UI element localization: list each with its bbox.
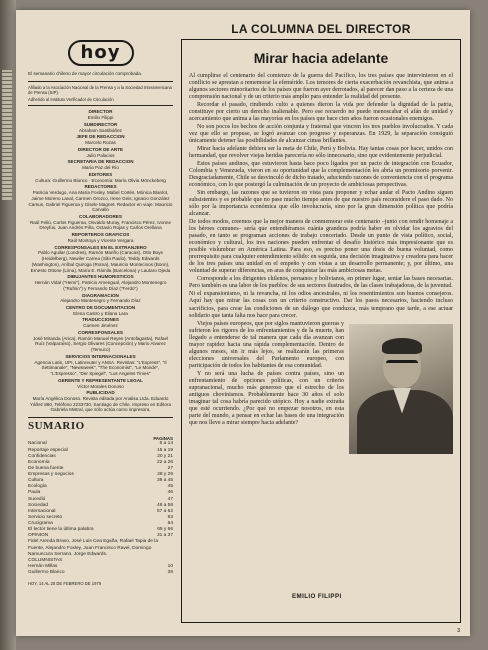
article-headline: Mirar hacia adelante xyxy=(253,50,389,66)
sumario-pages: 63 xyxy=(167,514,173,520)
sumario-label: Ecología xyxy=(28,484,47,490)
staff-names: Carmen Jiménez xyxy=(83,323,118,329)
masthead-column xyxy=(28,40,173,630)
sumario-pages: 28 y 29 xyxy=(157,472,173,478)
sumario-pages: 39 a 45 xyxy=(156,478,173,484)
staff-names: Cultura: Guillermo Blanco · Economía: María Olivia Mönckeberg xyxy=(35,177,166,183)
article-author: EMILIO FILIPPI xyxy=(292,593,342,600)
sumario-pages: 31 a 37 xyxy=(156,533,173,539)
article-paragraph: Viejos países europeos, que por siglos mantuvieron guerras y sufrieron los rigores de los enfrentamientos y de la muerte, han llegado a entenderse de tal manera que cada día avanzan con mayor rapidez hacia una rápida complementación. Dentro de algunos meses, sin ir más lejos, se realizarán las primeras elecciones universales del Parlamento europeo, con participación de todos los habitantes de esa comunidad. xyxy=(189,320,344,369)
sumario-label: Sociedad xyxy=(28,502,49,508)
author-photo xyxy=(349,324,453,454)
director-column xyxy=(181,22,461,628)
photo-hair xyxy=(382,338,422,354)
sumario-label: Economía xyxy=(28,459,50,465)
sumario-pages: 15 a 19 xyxy=(156,447,173,453)
staff-role: CORRESPONSALES EN EL EXTRANJERO xyxy=(54,244,147,250)
sumario-label: Guillermo Blanco xyxy=(28,570,65,576)
staff-names: Julio Palacios xyxy=(86,152,115,158)
staff-names: Marcelo Rozas xyxy=(85,140,116,146)
sumario-list xyxy=(28,441,173,576)
staff-role: SECRETARIA DE REDACCION xyxy=(67,159,134,165)
article-paragraph: Sin embargo, las razones que se tuvieron en vista para proponer y echar andar el Pacto Andino siguen subsistentes y es probable que no pase mucho tiempo antes de que nuestro país reconsidere el paso dado. No sólo por la importancia económica que ello involucraría, sino por la gran dimensión política que podría alcanzar. xyxy=(189,190,453,218)
tagline: El semanario chileno de mayor circulación comprobada. xyxy=(28,71,143,76)
staff-names: Víctor Morales Donoso xyxy=(77,383,124,389)
sumario-pages: 47 xyxy=(167,496,173,502)
staff-role: PUBLICIDAD xyxy=(86,390,115,396)
sumario-pages: 27 xyxy=(167,465,173,471)
article-paragraph: Mirar hacia adelante debiera ser la meta de Chile, Perú y Bolivia. Hay tantas cosas por hacer, unidos con hermandad, que revolver viejas heridas parecería no sólo innecesario, sino que evidentemente perjudicial. xyxy=(189,146,453,160)
sumario-pages-header: PAGINAS xyxy=(153,435,173,441)
staff-role: CORRESPONSALES xyxy=(78,329,123,335)
article-paragraph: Al cumplirse el centenario del comienzo de la guerra del Pacífico, los tres países que intervinieron en el conflicto se aprestan a rememorar la efeméride. Los temores de cierta exacerbación revanchista, que anima a algunos sectores minoritarios de los países que fueron ayer derrotados, al parecer dan paso a la certeza de una comprensión nacional y de un criterio más amplio para entender la realidad del presente. xyxy=(189,73,453,101)
sumario-pages: 46 xyxy=(167,490,173,496)
sumario-label: Crucigrama xyxy=(28,521,53,527)
article-paragraph: Corresponde a los dirigentes chilenos, peruanos y bolivianos, en primer lugar, sentar las bases necesarias. Pero también es una labor de los pueblos: de sus sectores ilustrados, de las clases trabajadoras, de la juventud. xyxy=(189,276,453,290)
article-paragraph: Estos países andinos, que estuvieron hasta hace poco ligados por un pacto de integración con Ecuador, Colombia y Venezuela, vieron en su oportunidad que la complementación les abría un promisorio porvenir. Desgraciadamente, Chile se desvinculó de dicho tratado, aduciendo razones de conveniencia con el programa económico, con lo que postergó la culminación de un proyecto de ambiciosas perspectivas. xyxy=(189,161,453,189)
sumario-pages: 20 y 21 xyxy=(157,453,173,459)
sumario-label: Paula xyxy=(28,490,41,496)
sumario-label: Reportaje especial xyxy=(28,447,68,453)
hoy-logo: hoy xyxy=(68,40,134,66)
sumario-pages: 65 y 66 xyxy=(157,527,173,533)
sumario-pages: 6 a 14 xyxy=(159,441,173,447)
staff-role: SERVICIOS INTERNACIONALES xyxy=(65,353,136,359)
sumario-label: Nacional xyxy=(28,441,47,447)
column-header: LA COLUMNA DEL DIRECTOR xyxy=(231,22,411,36)
magazine-page xyxy=(16,10,470,636)
staff-names: Abraham Santibáñez xyxy=(79,127,122,133)
sumario-pages: 64 xyxy=(167,521,173,527)
sumario-label: Internacional xyxy=(28,508,56,514)
sumario-label: Confidencias xyxy=(28,453,56,459)
sumario-label: COLUMNISTAS xyxy=(28,557,63,563)
sumario-pages: 45 xyxy=(167,484,173,490)
sumario-pages: 38 xyxy=(167,570,173,576)
staff-names: Emilio Filippi xyxy=(87,115,114,121)
sumario-item xyxy=(28,539,173,557)
article-paragraph: No son pocos los bechos de acción conjunta y fraternal que vincren los tres pueblos involucrados. Y cada vez que ello se propuse, se logró avanzar con progreso y esperanzas. En 1929, la separación consiguió únicamente detener las posibilidades de alcanzar cimas brillantes. xyxy=(189,124,453,145)
page-number: 3 xyxy=(457,628,460,634)
sumario-item xyxy=(28,570,173,576)
sumario-label: De buena fuente xyxy=(28,465,64,471)
sumario-label: Sucedió xyxy=(28,496,46,502)
staff-role: JEFE DE REDACCION xyxy=(76,134,125,140)
sumario-title: SUMARIO xyxy=(28,417,173,434)
staff-names: Patricia Verdugo, Ana María Foxley, Mabel Cortés, Mónica Blanlot, Jaime Moreno Laval, Carmen Orozco, Irene Geis, Ignacio González Camus, Gabriel Figueroa y Gisele Magnet. Redactor en viaje: Mauricio Carvallo xyxy=(28,190,173,213)
affiliation-2: Adherido al Instituto Verificador de Circulación xyxy=(28,97,114,103)
article-paragraph: Y no será una lucha de países contra países, sino un enfrentamiento de opciones políticas, con un criterio supranacional, mucho más generoso que el estrecho de los antiguos chovinismos. Probablemente hace 30 años el solo imaginar tal cosa habría parecido utópico. Hoy a nadie extraña que esté ocurriendo. ¿Por qué no empezar nosotros, en esta parte del mundo, a pensar en echar las bases de una integración que nos lleve a mirar siempre hacia adelante? xyxy=(189,370,344,426)
article-body xyxy=(189,73,453,427)
staff-names: María Paz del Río xyxy=(82,165,119,171)
article-paragraph: Ni el expansionismo, ni la revancha, ni los odios ancestrales, ni los resentimientos son buenos consejeros. Aquí hay que mirar las cosas con un criterio constructivo. Dar los pasos necesarios, haciendo incluso sacrificios, para crear las condiciones de un diálogo que conduzca, más temprano que tarde, a ese actuar solidario que tanta falta nos hace para crecer. xyxy=(189,291,453,319)
sumario-label: Hernán Millas xyxy=(28,563,58,569)
sumario-label: Cultura xyxy=(28,478,44,484)
staff-role: EDITORES xyxy=(88,171,113,177)
sumario-label: OPINION xyxy=(28,533,49,539)
magazine-spine xyxy=(0,0,16,650)
staff-names: María Angélica Donoso. Revista editada por Analisa Ltda. Eduardo Yáñez 880, Teléfono 2233730, Santiago de Chile. Impreso en Editora Gabriela Mistral, que sólo actúa como impresora. xyxy=(29,396,172,413)
staff-role: TRADUCCIONES xyxy=(81,317,119,323)
sumario-label: El lector tiene la última palabra xyxy=(28,527,94,533)
staff-names: Hernán Vidal ("Hervi"), Patricio Amengual, Alejandro Montenegro ("Rufino") y Fernando Díaz ("Ferdo") xyxy=(34,280,167,291)
staff-names: Alejandro Montenegro y Fernando Díaz xyxy=(60,298,141,304)
staff-role: DIAGRAMACION xyxy=(82,292,119,298)
staff-names: José Miranda (Arica), Ramón Manuel Reyes (Antofagasta), Rafael Ruíz (Valparaíso), Sergio Olivares (Concepción) y Mario Alvarez (Temuco) xyxy=(32,335,169,353)
staff-role: GERENTE Y REPRESENTANTE LEGAL xyxy=(58,377,143,383)
issue-date: HOY, 14 AL 20 DE FEBRERO DE 1979 xyxy=(28,581,102,587)
staff-names: Raúl Feliú, Carlos Figueroa, Osvaldo Muray, Francisco Pérez, Ivonne Dreyfus, Juan Andrés Piña, Octavio Rojas y Carlos Orellana xyxy=(29,219,172,231)
staff-role: REPORTEROS GRAFICOS xyxy=(71,232,130,238)
previous-page-edge xyxy=(2,70,12,200)
sumario-pages: 57 a 62 xyxy=(156,508,173,514)
divider xyxy=(28,81,173,82)
sumario-pages: 22 a 26 xyxy=(156,459,173,465)
sumario-pages: 10 xyxy=(167,563,173,569)
staff-role: REDACTORES xyxy=(84,184,117,190)
divider xyxy=(28,105,173,106)
staff-role: DIRECTOR DE ARTE xyxy=(77,146,124,152)
sumario-label: Fidel Arenda Bravo, José Luis Cea Egaña, Rafael Tapia de la Fuente, Alejandro Foxley, Juan Francisco Ravel, Domingo Namuncura Serrano, Jorge Edwards. xyxy=(28,539,159,557)
sumario-pages: 48 a 58 xyxy=(156,502,173,508)
sumario-label: Empresas y negocios xyxy=(28,472,74,478)
staff-role: CENTRO DE DOCUMENTACION xyxy=(65,304,136,310)
staff-role: DIRECTOR xyxy=(88,109,113,115)
staff-role: DIBUJANTES HUMORISTICOS xyxy=(67,274,134,280)
affiliation-1: Afiliado a la Asociación Nacional de la Prensa y a la Sociedad Interamericana de Prensa (SIP). xyxy=(28,84,172,95)
article-paragraph: Recordar el pasado, rindiendo culto a quienes dieron la vida por defender la dignidad de la patria, constituye por cierto un derecho inalienable. Pero ese recuerdo no puede menoscabar el afán de unidad y acercamiento que anima a las mayorías en los países que hace cien años fueron ocasionales enemigos. xyxy=(189,102,453,123)
staff-credits xyxy=(28,109,173,413)
staff-names: Elena Castro y Eliana Lara xyxy=(73,310,128,316)
article-box xyxy=(181,39,461,623)
staff-names: Pablo Aguilar (Londres), Ramón Mariño (Caracas), Otto Boye (Heidelberg), Newiler Carrea (São Paulo), Teddy Edwards (Washington), Aníbal Quiroga (Roma), Mauricio Montecinos (Bonn), Ernesto Ottone (Lima), María E. Rámila (Barcelona) y Lautaro Ojeda xyxy=(30,250,171,273)
staff-role: SUBDIRECTOR xyxy=(83,121,118,127)
sumario-label: Servicio secreto xyxy=(28,514,63,520)
article-paragraph: De todos modos, creemos que la mejor manera de conmemorar este centenario –junto con rendir homenaje a los héroes comunes– sería que entendiéramos cuánta grandeza podría haber en olvidar los agravios del pasado, en tanto se programan acciones de trabajo concertado. Desde un punto de vista político, social, económico y cultural, los tres naciones pueden enfrentar el desafío histórico más impresionante que es posible vislumbrar en América Latina. Para eso, es preciso poner una dosis de buena voluntad, como prerrequisito para cualquier entendimiento sólido: en seguida, una decisión imaginativa y creadora para hacer de los tres países una unidad en el empeño y con vistas a un desarrollo permanente; y, por último, una voluntad de superar diferencias, en aras de conquistar las más ambiciosas metas. xyxy=(189,219,453,275)
photo-glasses xyxy=(386,360,418,368)
staff-names: Agencia Latin, UPI, Latinreuter y ANSA. Revistas: "L'Express", "Il Settimanale", "Newsweek", "The Economist", "Le Monde", "L'Espresso", "Der Spiegel", "Los Angeles Times" xyxy=(34,359,167,377)
staff-names: Raúl Montoya y Vicente Vergara xyxy=(67,237,134,243)
staff-role: COLABORADORES xyxy=(79,213,122,219)
